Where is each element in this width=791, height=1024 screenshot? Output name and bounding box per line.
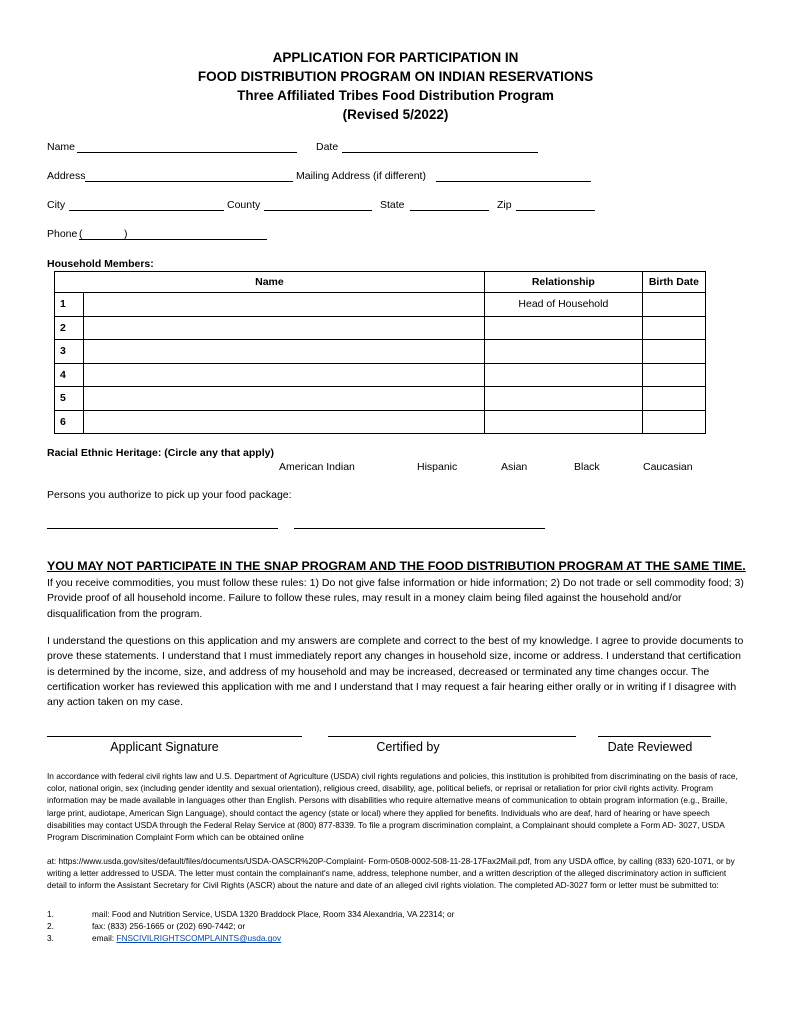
table-row bbox=[55, 387, 706, 411]
member-birth-date-cell[interactable] bbox=[642, 340, 705, 364]
member-name-cell[interactable] bbox=[84, 363, 485, 387]
list-text: mail: Food and Nutrition Service, USDA 1320 Braddock Place, Room 334 Alexandria, VA 22314; or bbox=[92, 909, 455, 919]
complaint-submission-instructions: at: https://www.usda.gov/sites/default/files/documents/USDA-OASCR%20P-Complaint- Form-0508-0002-508-11-28-17Fax2Mail.pdf, from any USDA office, by calling (833) 620-1071, or by writing a letter addressed to USDA. The letter must contain the complainant's name, address, telephone number, and a written description of the alleged discriminatory action in sufficient detail to inform the Assistant Secretary for Civil Rights (ASCR) about the nature and date of an alleged civil rights violation. The completed AD-3027 form or letter must be submitted to: bbox=[47, 856, 735, 891]
city-label: City bbox=[47, 199, 66, 211]
mailing-address-field[interactable] bbox=[436, 181, 591, 182]
form-title-line2: FOOD DISTRIBUTION PROGRAM ON INDIAN RESERVATIONS bbox=[197, 69, 594, 84]
city-field[interactable] bbox=[69, 210, 224, 211]
address-field[interactable] bbox=[85, 181, 293, 182]
date-reviewed-line[interactable] bbox=[598, 736, 711, 737]
row-number: 4 bbox=[55, 363, 84, 387]
ethnic-heritage-label: Racial Ethnic Heritage: (Circle any that apply) bbox=[47, 447, 274, 459]
certification-statement: I understand the questions on this application and my answers are complete and correct to the best of my knowledge. I agree to provide documents to prove these statements. I understand that I must immediately report any changes in household size, income or address. I understand that certification is determined by the income, size, and address of my household and may be increased, decreased or terminated any time changes occur. The certification worker has reviewed this application with me and I understand that I may request a fair hearing either orally or in writing if I disagree with any action taken on my case. bbox=[47, 635, 744, 709]
date-reviewed-caption: Date Reviewed bbox=[607, 740, 693, 754]
member-birth-date-cell[interactable] bbox=[642, 316, 705, 340]
list-number: 3. bbox=[47, 933, 54, 944]
row-number: 6 bbox=[55, 410, 84, 434]
county-field[interactable] bbox=[264, 210, 372, 211]
commodity-rules-paragraph: If you receive commodities, you must follow these rules: 1) Do not give false information or hide information; 2) Do not trade or sell commodity food; 3) Provide proof of all household income. Failure to follow these rules, may result in a money claim being filed against the household and/or disqualification from the program. bbox=[47, 577, 744, 620]
row-number: 3 bbox=[55, 340, 84, 364]
form-title-line4: (Revised 5/2022) bbox=[342, 107, 449, 122]
member-name-cell[interactable] bbox=[84, 410, 485, 434]
member-name-cell[interactable] bbox=[84, 293, 485, 317]
table-header-row bbox=[55, 272, 706, 293]
state-field[interactable] bbox=[410, 210, 489, 211]
table-row bbox=[55, 340, 706, 364]
form-title-line3: Three Affiliated Tribes Food Distribution Program bbox=[237, 88, 554, 103]
member-birth-date-cell[interactable] bbox=[642, 410, 705, 434]
zip-field[interactable] bbox=[516, 210, 595, 211]
member-relationship-cell[interactable]: Head of Household bbox=[484, 293, 642, 317]
applicant-signature-line[interactable] bbox=[47, 736, 302, 737]
date-field[interactable] bbox=[342, 152, 538, 153]
pickup-persons-label: Persons you authorize to pick up your food package: bbox=[47, 489, 292, 501]
name-label: Name bbox=[47, 141, 76, 153]
phone-label: Phone bbox=[47, 228, 78, 240]
pickup-person-2-field[interactable] bbox=[294, 528, 545, 529]
row-number: 2 bbox=[55, 316, 84, 340]
certified-by-line[interactable] bbox=[328, 736, 576, 737]
member-relationship-cell[interactable] bbox=[484, 387, 642, 411]
applicant-signature-caption: Applicant Signature bbox=[110, 740, 219, 754]
submission-list bbox=[47, 908, 747, 945]
zip-label: Zip bbox=[497, 199, 512, 211]
household-members-table bbox=[54, 271, 706, 434]
address-label: Address bbox=[47, 170, 86, 182]
column-header-name: Name bbox=[55, 272, 485, 293]
pickup-person-1-field[interactable] bbox=[47, 528, 278, 529]
member-relationship-cell[interactable] bbox=[484, 363, 642, 387]
table-row bbox=[55, 293, 706, 317]
member-relationship-cell[interactable] bbox=[484, 410, 642, 434]
ethnic-option-black[interactable]: Black bbox=[574, 461, 600, 473]
member-birth-date-cell[interactable] bbox=[642, 363, 705, 387]
column-header-birth-date: Birth Date bbox=[642, 272, 705, 293]
list-number: 2. bbox=[47, 921, 54, 932]
member-birth-date-cell[interactable] bbox=[642, 293, 705, 317]
member-relationship-cell[interactable] bbox=[484, 316, 642, 340]
snap-warning-heading: YOU MAY NOT PARTICIPATE IN THE SNAP PROGRAM AND THE FOOD DISTRIBUTION PROGRAM AT THE SAME TIME. bbox=[47, 559, 746, 573]
member-name-cell[interactable] bbox=[84, 340, 485, 364]
member-relationship-cell[interactable] bbox=[484, 340, 642, 364]
phone-field[interactable] bbox=[79, 239, 267, 240]
ethnic-option-hispanic[interactable]: Hispanic bbox=[417, 461, 458, 473]
ethnic-option-american-indian[interactable]: American Indian bbox=[279, 461, 355, 473]
list-item bbox=[47, 932, 747, 944]
table-row bbox=[55, 410, 706, 434]
member-name-cell[interactable] bbox=[84, 387, 485, 411]
phone-area-close: ) bbox=[124, 228, 128, 240]
list-text: email: bbox=[92, 933, 117, 944]
state-label: State bbox=[380, 199, 405, 211]
email-link[interactable]: FNSCIVILRIGHTSCOMPLAINTS@usda.gov bbox=[116, 933, 282, 944]
table-row bbox=[55, 363, 706, 387]
member-name-cell[interactable] bbox=[84, 316, 485, 340]
row-number: 1 bbox=[55, 293, 84, 317]
list-item bbox=[47, 920, 747, 932]
list-item bbox=[47, 908, 747, 920]
list-number: 1. bbox=[47, 909, 54, 919]
nondiscrimination-statement: In accordance with federal civil rights law and U.S. Department of Agriculture (USDA) civil rights regulations and policies, this institution is prohibited from discriminating on the basis of race, color, national origin, sex (including gender identity and sexual orientation), religious creed, disability, age, political beliefs, or reprisal or retaliation for prior civil rights activity. Program information may be made available in languages other than English. Persons with disabilities who require alternative means of communication to obtain program information (e.g., Braille, large print, audiotape, American Sign Language), should contact the agency (state or local) where they applied for benefits. Individuals who are deaf, hard of hearing or have speech disabilities may contact USDA through the Federal Relay Service at (800) 877-8339. To file a program discrimination complaint, a Complainant should complete a Form AD- 3027, USDA Program Discrimination Complaint Form which can be obtained online bbox=[47, 771, 738, 843]
county-label: County bbox=[227, 199, 261, 211]
ethnic-option-caucasian[interactable]: Caucasian bbox=[643, 461, 693, 473]
household-members-label: Household Members: bbox=[47, 258, 154, 270]
date-label: Date bbox=[316, 141, 339, 153]
member-birth-date-cell[interactable] bbox=[642, 387, 705, 411]
certified-by-caption: Certified by bbox=[376, 740, 440, 754]
form-title-line1: APPLICATION FOR PARTICIPATION IN bbox=[272, 50, 519, 65]
ethnic-option-asian[interactable]: Asian bbox=[501, 461, 528, 473]
column-header-relationship: Relationship bbox=[484, 272, 642, 293]
mailing-address-label: Mailing Address (if different) bbox=[296, 170, 426, 182]
phone-area-open: ( bbox=[79, 228, 83, 240]
name-field[interactable] bbox=[77, 152, 297, 153]
table-row bbox=[55, 316, 706, 340]
row-number: 5 bbox=[55, 387, 84, 411]
list-text: fax: (833) 256-1665 or (202) 690-7442; or bbox=[92, 921, 246, 932]
